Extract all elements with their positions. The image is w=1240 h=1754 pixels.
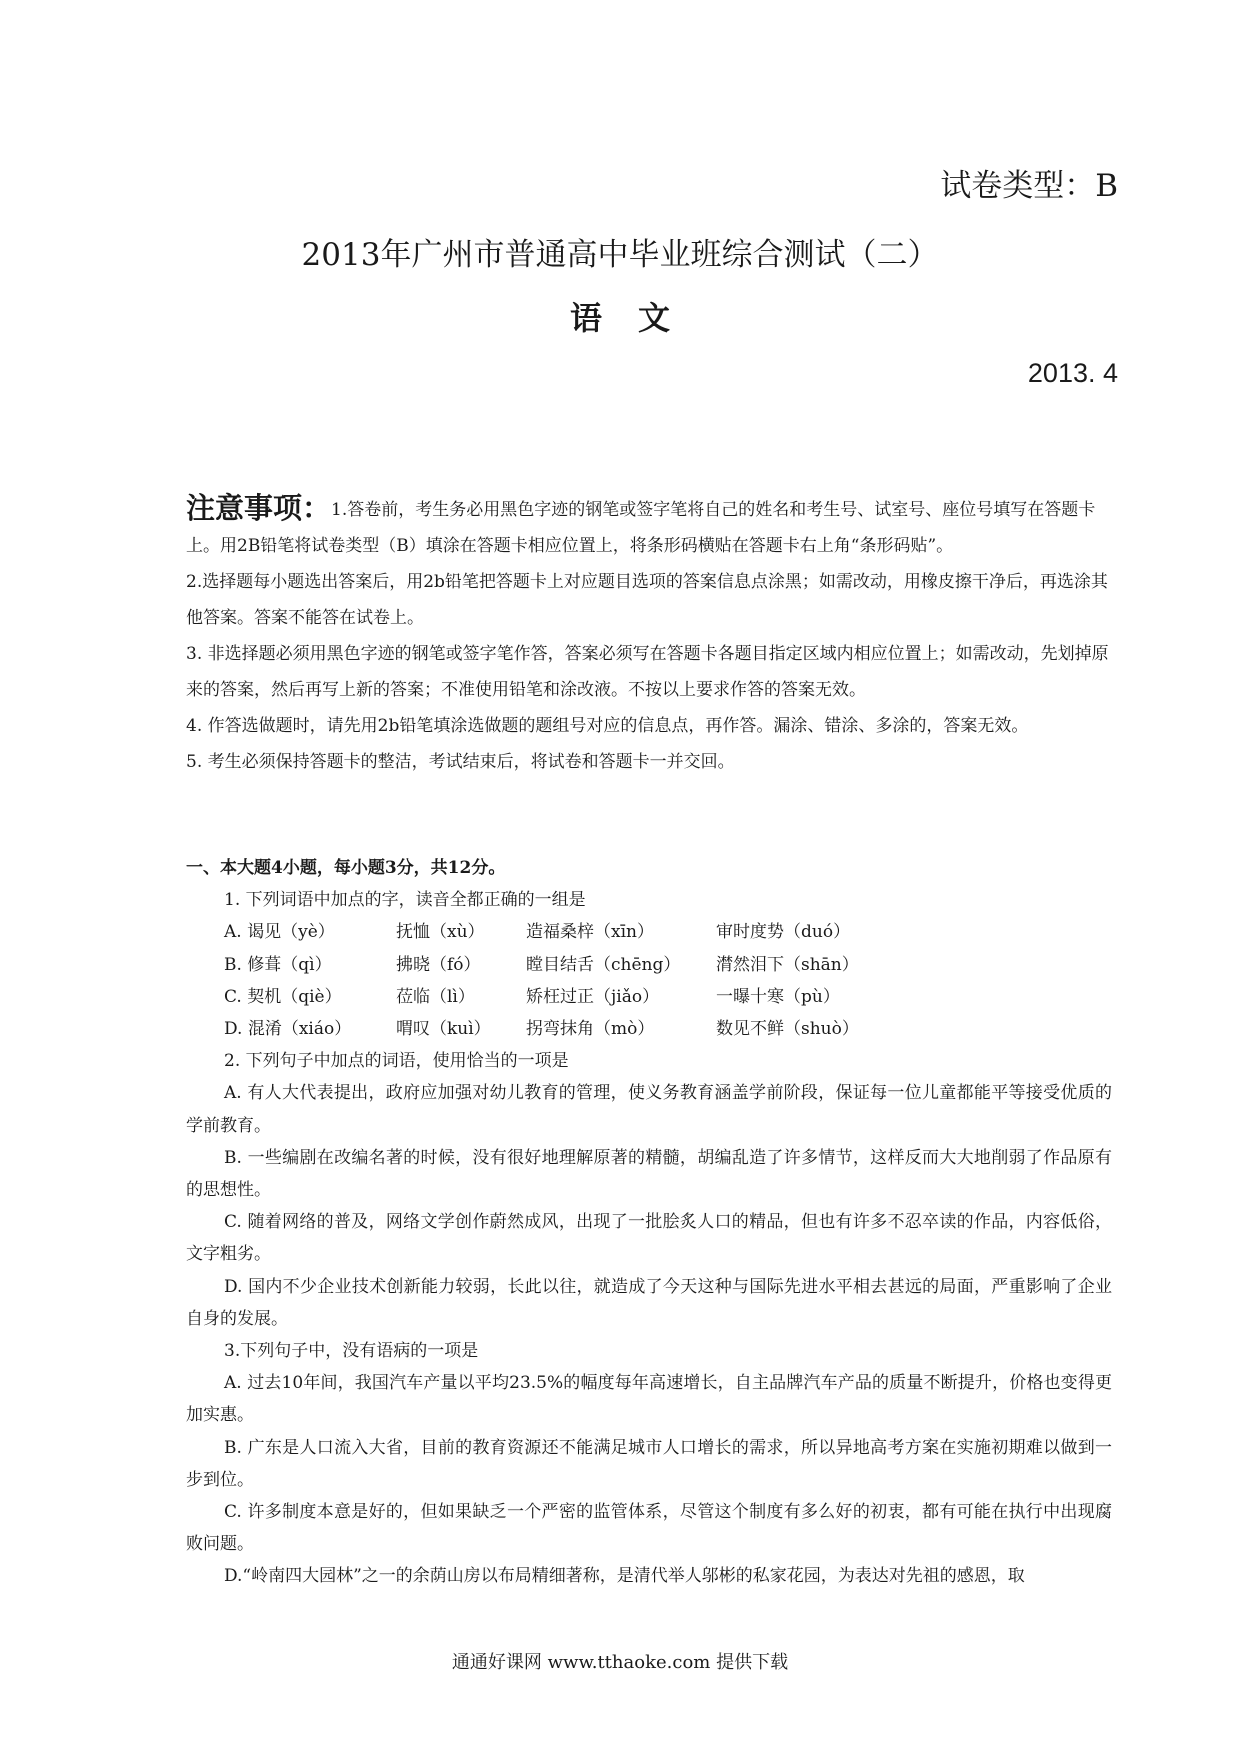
note-item-1 [186, 490, 1112, 564]
option-cell: 矫枉过正（jiǎo） [526, 986, 660, 1007]
question-3-stem: 3.下列句子中，没有语病的一项是 [224, 1341, 479, 1362]
question-3-option-a: A. 过去10年间，我国汽车产量以平均23.5%的幅度每年高速增长，自主品牌汽车产品的质量不断提升，价格也变得更加实惠。 [186, 1373, 1112, 1426]
question-1-option-b [186, 949, 1112, 981]
question-1-option-a [186, 916, 1112, 948]
question-2-option-a: A. 有人大代表提出，政府应加强对幼儿教育的管理，使义务教育涵盖学前阶段，保证每一位儿童都能平等接受优质的学前教育。 [186, 1083, 1112, 1136]
notes-block [186, 490, 1112, 780]
question-2-option-d: D. 国内不少企业技术创新能力较弱，长此以往，就造成了今天这种与国际先进水平相去甚远的局面，严重影响了企业自身的发展。 [186, 1276, 1112, 1329]
option-cell: 莅临（lì） [396, 986, 475, 1007]
footer-download-note: 通通好课网 www.tthaoke.com 提供下载 [451, 1652, 789, 1673]
option-cell: 审时度势（duó） [716, 922, 851, 943]
notes-title: 注意事项： [186, 491, 332, 525]
note-item-1-text: 1.答卷前，考生务必用黑色字迹的钢笔或签字笔将自己的姓名和考生号、试室号、座位号填写在答题卡上。用2B铅笔将试卷类型（B）填涂在答题卡相应位置上，将条形码横贴在答题卡右上角“条形码贴”。 [186, 500, 1096, 556]
question-3-option-b: B. 广东是人口流入大省，目前的教育资源还不能满足城市人口增长的需求，所以异地高考方案在实施初期难以做到一步到位。 [186, 1437, 1112, 1490]
note-item-5: 5. 考生必须保持答题卡的整洁，考试结束后，将试卷和答题卡一并交回。 [186, 752, 735, 772]
note-item-4: 4. 作答选做题时，请先用2b铅笔填涂选做题的题组号对应的信息点，再作答。漏涂、错涂、多涂的，答案无效。 [186, 716, 1029, 736]
exam-title: 2013年广州市普通高中毕业班综合测试（二） [301, 237, 939, 273]
option-cell: 潸然泪下（shān） [716, 954, 859, 975]
section-1 [186, 852, 1112, 1593]
question-2-option-c: C. 随着网络的普及，网络文学创作蔚然成风，出现了一批脍炙人口的精品，但也有许多不忍卒读的作品，内容低俗，文字粗劣。 [186, 1212, 1112, 1265]
exam-date: 2013. 4 [1027, 358, 1118, 388]
question-2-option-b: B. 一些编剧在改编名著的时候，没有很好地理解原著的精髓，胡编乱造了许多情节，这样反而大大地削弱了作品原有的思想性。 [186, 1147, 1112, 1201]
paper-type: 试卷类型：B [940, 168, 1118, 204]
option-cell: 造福桑梓（xīn） [526, 922, 654, 943]
option-cell: 拐弯抹角（mò） [526, 1019, 655, 1040]
question-1-stem: 1. 下列词语中加点的字，读音全都正确的一组是 [224, 890, 586, 911]
subject-title: 语文 [569, 299, 706, 337]
question-1-option-d [186, 1013, 1112, 1045]
option-cell: 数见不鲜（shuò） [716, 1019, 859, 1040]
option-cell: A. 谒见（yè） [224, 922, 335, 943]
note-item-2: 2.选择题每小题选出答案后，用2b铅笔把答题卡上对应题目选项的答案信息点涂黑；如需改动，用橡皮擦干净后，再选涂其他答案。答案不能答在试卷上。 [186, 572, 1108, 628]
question-2-stem: 2. 下列句子中加点的词语，使用恰当的一项是 [224, 1051, 569, 1072]
option-cell: 拂晓（fó） [396, 954, 481, 975]
option-cell: 瞠目结舌（chēng） [526, 954, 681, 975]
option-cell: B. 修葺（qì） [224, 954, 332, 975]
option-cell: 一曝十寒（pù） [716, 986, 840, 1007]
option-cell: 喟叹（kuì） [396, 1019, 491, 1040]
option-cell: 抚恤（xù） [396, 922, 485, 943]
option-cell: C. 契机（qiè） [224, 986, 342, 1007]
note-item-3: 3. 非选择题必须用黑色字迹的钢笔或签字笔作答，答案必须写在答题卡各题目指定区域内相应位置上；如需改动，先划掉原来的答案，然后再写上新的答案；不准使用铅笔和涂改液。不按以上要求作答的答案无效。 [186, 644, 1109, 700]
option-cell: D. 混淆（xiáo） [224, 1019, 352, 1040]
question-1-option-c [186, 981, 1112, 1013]
question-3-option-c: C. 许多制度本意是好的，但如果缺乏一个严密的监管体系，尽管这个制度有多么好的初衷，都有可能在执行中出现腐败问题。 [186, 1502, 1112, 1555]
question-3-option-d: D.“岭南四大园林”之一的余荫山房以布局精细著称，是清代举人邬彬的私家花园，为表达对先祖的感恩，取 [224, 1566, 1025, 1587]
section-heading: 一、本大题4小题，每小题3分，共12分。 [186, 858, 506, 878]
